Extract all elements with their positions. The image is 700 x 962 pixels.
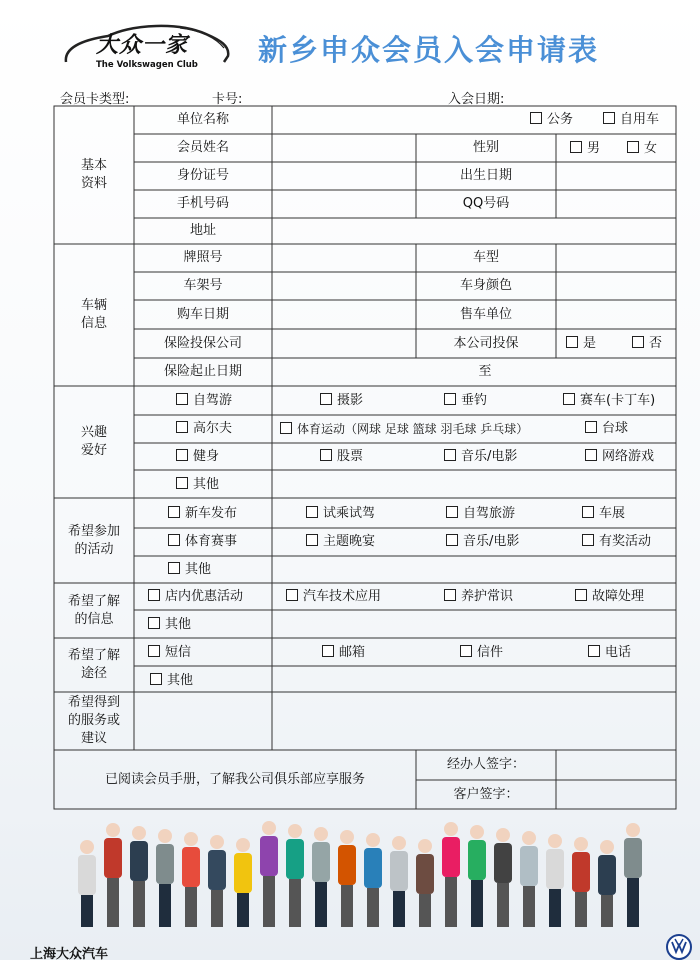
checkbox-label: 汽车技术应用 <box>303 589 382 604</box>
checkbox-icon[interactable] <box>603 112 615 124</box>
color-label: 车身颜色 <box>459 278 512 293</box>
info-option[interactable] <box>286 589 381 605</box>
gender-label: 性别 <box>472 140 499 155</box>
insurer-label: 保险投保公司 <box>163 335 242 351</box>
insurance-period-label: 保险起止日期 <box>163 364 242 379</box>
checkbox-icon[interactable] <box>460 645 472 657</box>
checkbox-icon[interactable] <box>444 449 456 461</box>
hobby-option[interactable] <box>176 421 232 437</box>
checkbox-label: 高尔夫 <box>193 421 233 436</box>
logo-script-text: 大众一家 <box>96 33 189 58</box>
checkbox-icon[interactable] <box>582 506 594 518</box>
info-option[interactable] <box>148 617 191 633</box>
checkbox-label: 网络游戏 <box>602 449 655 464</box>
activity-option[interactable] <box>168 506 237 522</box>
checkbox-label: 音乐/电影 <box>461 449 518 464</box>
seller-label: 售车单位 <box>459 306 512 322</box>
activity-option[interactable] <box>582 534 651 550</box>
section-activities: 希望参加 的活动 <box>67 523 120 557</box>
hobby-option[interactable] <box>176 477 219 493</box>
join-date-label: 入会日期: <box>448 92 505 107</box>
hobby-option[interactable] <box>585 449 654 465</box>
section-service: 希望得到 的服务或 建议 <box>67 695 120 746</box>
checkbox-label: 其他 <box>185 562 212 577</box>
hobby-option[interactable] <box>176 449 219 465</box>
hobby-option[interactable] <box>176 393 232 409</box>
checkbox-no[interactable] <box>632 336 662 352</box>
checkbox-icon[interactable] <box>148 617 160 629</box>
checkbox-icon[interactable] <box>588 645 600 657</box>
section-basic: 基本 资料 <box>80 158 107 191</box>
checkbox-label: 养护常识 <box>461 589 514 604</box>
checkbox-icon[interactable] <box>306 534 318 546</box>
checkbox-icon[interactable] <box>280 422 292 434</box>
checkbox-icon[interactable] <box>446 506 458 518</box>
checkbox-label: 故障处理 <box>592 589 645 604</box>
checkbox-label: 赛车(卡丁车) <box>580 393 656 408</box>
hobby-option[interactable] <box>320 449 363 465</box>
checkbox-label: 短信 <box>165 645 192 660</box>
checkbox-label: 男 <box>587 141 601 156</box>
hobby-option[interactable] <box>444 449 517 465</box>
buy-date-label: 购车日期 <box>176 306 229 322</box>
checkbox-icon[interactable] <box>176 449 188 461</box>
checkbox-icon[interactable] <box>148 589 160 601</box>
info-option[interactable] <box>444 589 513 605</box>
channel-option[interactable] <box>150 673 193 689</box>
checkbox-label: 体育运动（网球 足球 篮球 羽毛球 乒乓球） <box>297 422 529 436</box>
checkbox-icon[interactable] <box>627 141 639 153</box>
hobby-option[interactable] <box>585 421 628 437</box>
checkbox-label: 车展 <box>599 506 626 521</box>
checkbox-icon[interactable] <box>446 534 458 546</box>
own-insurance-label: 本公司投保 <box>453 335 519 351</box>
checkbox-icon[interactable] <box>320 393 332 405</box>
section-channel: 希望了解 途径 <box>67 648 120 681</box>
channel-option[interactable] <box>460 645 503 661</box>
card-type-label: 会员卡类型: <box>60 92 130 107</box>
handbook-statement: 已阅读会员手册，了解我公司俱乐部应享服务 <box>104 771 365 787</box>
model-label: 车型 <box>472 250 499 265</box>
hobby-option[interactable] <box>444 393 487 409</box>
section-hobby: 兴趣 爱好 <box>80 425 107 458</box>
footer-brand: 上海大众汽车 <box>30 947 109 962</box>
checkbox-label: 试乘试驾 <box>323 506 376 521</box>
channel-option[interactable] <box>588 645 631 661</box>
checkbox-label: 邮箱 <box>339 645 366 660</box>
phone-label: 手机号码 <box>176 196 229 211</box>
checkbox-icon[interactable] <box>320 449 332 461</box>
checkbox-label: 新车发布 <box>185 506 238 521</box>
checkbox-label: 店内优惠活动 <box>165 589 244 604</box>
checkbox-label: 信件 <box>477 645 504 660</box>
checkbox-label: 其他 <box>167 673 194 688</box>
checkbox-label: 垂钓 <box>461 393 488 408</box>
checkbox-icon[interactable] <box>286 589 298 601</box>
checkbox-icon[interactable] <box>444 589 456 601</box>
checkbox-male[interactable] <box>570 141 600 157</box>
checkbox-label: 主题晚宴 <box>323 534 376 549</box>
checkbox-icon[interactable] <box>150 673 162 685</box>
checkbox-icon[interactable] <box>585 449 597 461</box>
club-logo <box>60 18 235 78</box>
checkbox-icon[interactable] <box>582 534 594 546</box>
period-to-label: 至 <box>478 364 492 379</box>
company-label: 单位名称 <box>176 112 229 127</box>
checkbox-label: 股票 <box>337 449 364 464</box>
agent-signature-label: 经办人签字： <box>446 757 525 772</box>
id-number-label: 身份证号 <box>176 168 229 183</box>
checkbox-icon[interactable] <box>176 393 188 405</box>
activity-option[interactable] <box>306 534 375 550</box>
member-group-photo <box>70 815 650 930</box>
qq-label: QQ号码 <box>462 196 510 211</box>
channel-option[interactable] <box>322 645 365 661</box>
checkbox-private[interactable] <box>603 112 659 128</box>
checkbox-icon[interactable] <box>168 534 180 546</box>
plate-label: 牌照号 <box>183 250 223 265</box>
checkbox-icon[interactable] <box>444 393 456 405</box>
info-option[interactable] <box>575 589 644 605</box>
checkbox-icon[interactable] <box>566 336 578 348</box>
checkbox-icon[interactable] <box>168 562 180 574</box>
checkbox-label: 有奖活动 <box>599 534 652 549</box>
activity-option[interactable] <box>306 506 375 522</box>
checkbox-icon[interactable] <box>575 589 587 601</box>
section-info: 希望了解 的信息 <box>67 593 120 627</box>
hobby-option[interactable] <box>280 421 528 437</box>
hobby-option[interactable] <box>563 393 655 409</box>
checkbox-icon[interactable] <box>563 393 575 405</box>
checkbox-label: 台球 <box>602 421 629 436</box>
checkbox-label: 其他 <box>193 477 220 492</box>
checkbox-icon[interactable] <box>168 506 180 518</box>
frame-label: 车架号 <box>183 278 223 293</box>
checkbox-label: 自驾旅游 <box>463 506 516 521</box>
checkbox-label: 是 <box>583 336 597 351</box>
checkbox-label: 公务 <box>547 112 574 127</box>
checkbox-label: 健身 <box>193 449 220 464</box>
checkbox-label: 女 <box>644 141 658 156</box>
checkbox-icon[interactable] <box>570 141 582 153</box>
section-vehicle: 车辆 信息 <box>80 298 107 331</box>
checkbox-label: 自驾游 <box>193 393 233 408</box>
checkbox-icon[interactable] <box>148 645 160 657</box>
info-option[interactable] <box>148 589 243 605</box>
checkbox-business[interactable] <box>530 112 573 128</box>
customer-signature-label: 客户签字： <box>453 786 519 802</box>
activity-option[interactable] <box>168 562 211 578</box>
member-name-label: 会员姓名 <box>176 140 229 155</box>
activity-option[interactable] <box>168 534 237 550</box>
checkbox-label: 电话 <box>605 645 632 660</box>
logo-subtitle: The Volkswagen Club <box>96 60 198 70</box>
checkbox-female[interactable] <box>627 141 657 157</box>
checkbox-icon[interactable] <box>530 112 542 124</box>
checkbox-icon[interactable] <box>176 421 188 433</box>
card-number-label: 卡号: <box>212 92 243 107</box>
checkbox-icon[interactable] <box>322 645 334 657</box>
activity-option[interactable] <box>446 506 515 522</box>
checkbox-label: 摄影 <box>337 393 364 408</box>
vw-logo-icon <box>666 934 692 960</box>
hobby-option[interactable] <box>320 393 363 409</box>
checkbox-label: 否 <box>649 336 663 351</box>
checkbox-label: 体育赛事 <box>185 534 238 549</box>
address-label: 地址 <box>189 223 216 238</box>
checkbox-icon[interactable] <box>632 336 644 348</box>
checkbox-label: 自用车 <box>620 112 660 127</box>
checkbox-yes[interactable] <box>566 336 596 352</box>
checkbox-label: 其他 <box>165 617 192 632</box>
checkbox-icon[interactable] <box>306 506 318 518</box>
activity-option[interactable] <box>582 506 625 522</box>
birth-date-label: 出生日期 <box>459 168 512 183</box>
checkbox-icon[interactable] <box>585 421 597 433</box>
checkbox-label: 音乐/电影 <box>463 534 520 549</box>
checkbox-icon[interactable] <box>176 477 188 489</box>
form-title: 新乡申众会员入会申请表 <box>258 33 600 67</box>
channel-option[interactable] <box>148 645 191 661</box>
activity-option[interactable] <box>446 534 519 550</box>
